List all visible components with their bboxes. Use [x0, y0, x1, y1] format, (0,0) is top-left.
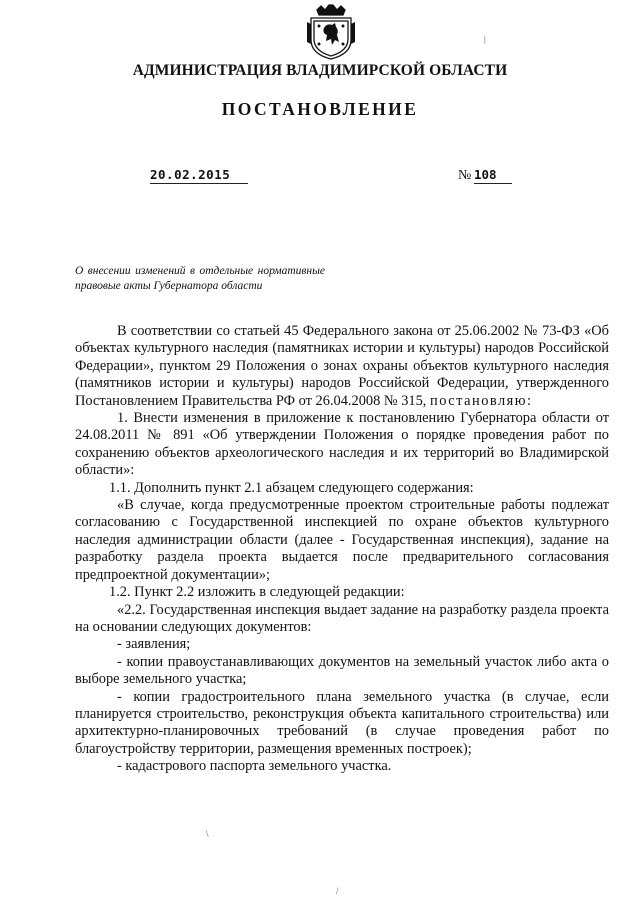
scan-mark: / — [336, 886, 339, 896]
item-1-1: 1.1. Дополнить пункт 2.1 абзацем следующего содержания: — [109, 479, 474, 496]
document-body — [75, 323, 609, 776]
list-item: - копии градостроительного плана земельного участка (в случае, если планируется строительство, реконструкция объекта капитального строительства) или архитектурно-планировочных требований (в случае проведения работ по благоустройству территории, размещения временных построек); — [75, 688, 609, 757]
list-item: - копии правоустанавливающих документов на земельный участок либо акта о выборе земельного участка; — [75, 653, 609, 688]
scan-mark: | — [484, 34, 486, 44]
preamble-text: В соответствии со статьей 45 Федерального закона от 25.06.2002 № 73-ФЗ «Об объектах культурного наследия (памятниках истории и культуры) народов Российской Федерации», пунктом 29 Положения о зонах охраны объектов культурного наследия (памятников истории и культуры) народов Российской Федерации, утвержденного Постановлением Правительства РФ от 26.04.2008 № 315, — [75, 323, 609, 409]
organization-name: АДМИНИСТРАЦИЯ ВЛАДИМИРСКОЙ ОБЛАСТИ — [132, 62, 508, 79]
number-label: № — [458, 168, 472, 183]
document-date: 20.02.2015 — [150, 167, 248, 184]
document-subject: О внесении изменений в отдельные нормативные правовые акты Губернатора области — [75, 265, 325, 292]
scan-mark: \ — [206, 829, 209, 839]
preamble-paragraph — [75, 323, 609, 410]
item-1-2: 1.2. Пункт 2.2 изложить в следующей редакции: — [109, 584, 405, 601]
list-item: - заявления; — [117, 636, 191, 653]
document-type: ПОСТАНОВЛЕНИЕ — [221, 99, 419, 119]
decree-word: постановляю: — [430, 392, 533, 409]
item-1-1-text: «В случае, когда предусмотренные проектом строительные работы подлежат согласованию с Государственной инспекцией по охране объектов культурного наследия администрации области (далее - Государственная инспекция), задание на разработку раздела проекта выдается после предварительного согласования предпроектной документации»; — [75, 497, 609, 583]
document-number: 108 — [474, 167, 512, 184]
coat-of-arms-icon — [305, 4, 357, 60]
item-1: 1. Внести изменения в приложение к постановлению Губернатора области от 24.08.2011 № 891 «Об утверждении Положения о порядке проведения работ по сохранению объектов археологического наследия и их территорий во Владимирской области»: — [75, 410, 609, 479]
list-item: - кадастрового паспорта земельного участка. — [117, 758, 392, 775]
item-1-2-text: «2.2. Государственная инспекция выдает задание на разработку раздела проекта на основании следующих документов: — [75, 601, 609, 635]
